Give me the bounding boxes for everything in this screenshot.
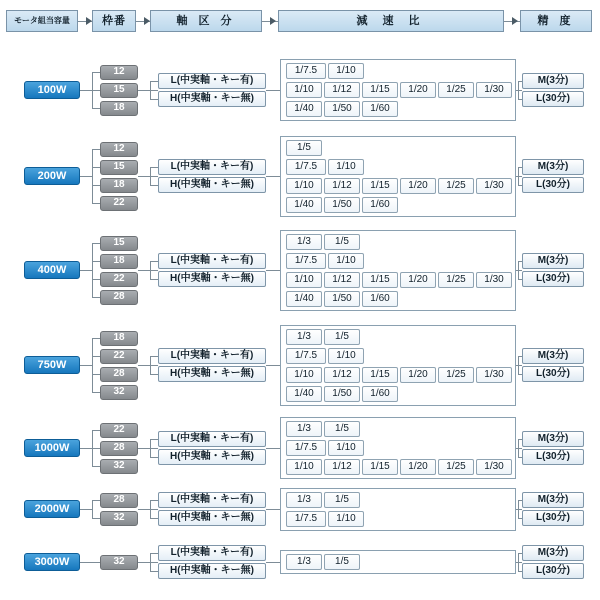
frame-shaft-connector (138, 448, 158, 449)
ratio-option[interactable]: 1/5 (324, 329, 360, 345)
ratio-option[interactable]: 1/7.5 (286, 253, 326, 269)
ratio-option[interactable]: 1/30 (476, 178, 512, 194)
frame-number[interactable]: 28 (100, 493, 138, 508)
ratio-precision-connector (516, 509, 522, 510)
precision-L[interactable]: L(30分) (522, 177, 584, 193)
shaft-type[interactable]: H(中実軸・キー無) (158, 449, 266, 465)
ratio-precision-connector (516, 270, 522, 271)
frame-number[interactable]: 22 (100, 423, 138, 438)
capacity-frame-connector (80, 365, 92, 366)
precision-stub-line (518, 518, 522, 519)
frame-number[interactable]: 12 (100, 65, 138, 80)
frame-number[interactable]: 18 (100, 178, 138, 193)
ratio-option[interactable]: 1/40 (286, 386, 322, 402)
shaft-type[interactable]: H(中実軸・キー無) (158, 510, 266, 526)
precision-bus-line (518, 167, 519, 185)
frame-stub-line (92, 562, 100, 563)
frame-stub-line (92, 518, 100, 519)
shaft-type[interactable]: H(中実軸・キー無) (158, 177, 266, 193)
ratio-option[interactable]: 1/3 (286, 421, 322, 437)
precision-stub-line (518, 81, 522, 82)
ratio-option[interactable]: 1/3 (286, 492, 322, 508)
ratio-option[interactable]: 1/25 (438, 272, 474, 288)
precision-bus-line (518, 356, 519, 374)
shaft-stub-line (150, 571, 158, 572)
shaft-type[interactable]: H(中実軸・キー無) (158, 366, 266, 382)
capacity-frame-connector (80, 448, 92, 449)
frame-shaft-connector (138, 270, 158, 271)
ratio-option[interactable]: 1/12 (324, 367, 360, 383)
shaft-ratio-connector (266, 448, 280, 449)
ratio-option[interactable]: 1/10 (328, 348, 364, 364)
ratio-option[interactable]: 1/50 (324, 101, 360, 117)
ratio-option[interactable]: 1/10 (286, 459, 322, 475)
ratio-option[interactable]: 1/5 (324, 554, 360, 570)
precision-stub-line (518, 374, 522, 375)
frame-bus-line (92, 243, 93, 297)
shaft-type[interactable]: H(中実軸・キー無) (158, 563, 266, 579)
shaft-stub-line (150, 279, 158, 280)
frame-number[interactable]: 28 (100, 441, 138, 456)
ratio-option[interactable]: 1/50 (324, 386, 360, 402)
frame-number[interactable]: 18 (100, 254, 138, 269)
ratio-option[interactable]: 1/5 (324, 234, 360, 250)
precision-L[interactable]: L(30分) (522, 271, 584, 287)
capacity-frame-connector (80, 90, 92, 91)
precision-stub-line (518, 439, 522, 440)
frame-number[interactable]: 32 (100, 459, 138, 474)
ratio-option[interactable]: 1/10 (328, 253, 364, 269)
precision-bus-line (518, 439, 519, 457)
ratio-option[interactable]: 1/20 (400, 82, 436, 98)
ratio-option[interactable]: 1/3 (286, 234, 322, 250)
precision-L[interactable]: L(30分) (522, 449, 584, 465)
frame-stub-line (92, 185, 100, 186)
ratio-option[interactable]: 1/25 (438, 178, 474, 194)
shaft-type[interactable]: L(中実軸・キー有) (158, 73, 266, 89)
frame-number[interactable]: 15 (100, 160, 138, 175)
shaft-stub-line (150, 374, 158, 375)
ratio-option[interactable]: 1/15 (362, 459, 398, 475)
frame-stub-line (92, 167, 100, 168)
shaft-stub-line (150, 81, 158, 82)
frame-stub-line (92, 149, 100, 150)
header-2: 枠番 (92, 10, 136, 32)
capacity-2000W[interactable]: 2000W (24, 500, 80, 518)
ratio-option[interactable]: 1/30 (476, 82, 512, 98)
ratio-option[interactable]: 1/5 (286, 140, 322, 156)
ratio-option[interactable]: 1/10 (286, 272, 322, 288)
shaft-stub-line (150, 167, 158, 168)
ratio-option[interactable]: 1/7.5 (286, 348, 326, 364)
precision-bus-line (518, 500, 519, 518)
shaft-ratio-connector (266, 90, 280, 91)
ratio-option[interactable]: 1/20 (400, 178, 436, 194)
shaft-type[interactable]: L(中実軸・キー有) (158, 159, 266, 175)
frame-bus-line (92, 338, 93, 392)
ratio-option[interactable]: 1/3 (286, 554, 322, 570)
precision-M[interactable]: M(3分) (522, 545, 584, 561)
shaft-stub-line (150, 356, 158, 357)
frame-stub-line (92, 466, 100, 467)
precision-M[interactable]: M(3分) (522, 159, 584, 175)
precision-stub-line (518, 553, 522, 554)
frame-stub-line (92, 448, 100, 449)
ratio-option[interactable]: 1/7.5 (286, 159, 326, 175)
frame-stub-line (92, 356, 100, 357)
ratio-option[interactable]: 1/40 (286, 197, 322, 213)
shaft-ratio-connector (266, 270, 280, 271)
shaft-type[interactable]: L(中実軸・キー有) (158, 545, 266, 561)
header-1: モータ組当容量 (6, 10, 78, 32)
precision-stub-line (518, 500, 522, 501)
frame-shaft-connector (138, 562, 158, 563)
frame-stub-line (92, 338, 100, 339)
capacity-1000W[interactable]: 1000W (24, 439, 80, 457)
frame-stub-line (92, 203, 100, 204)
frame-number[interactable]: 22 (100, 349, 138, 364)
shaft-type[interactable]: L(中実軸・キー有) (158, 431, 266, 447)
shaft-ratio-connector (266, 365, 280, 366)
ratio-precision-connector (516, 365, 522, 366)
ratio-option[interactable]: 1/20 (400, 272, 436, 288)
shaft-ratio-connector (266, 509, 280, 510)
shaft-ratio-connector (266, 176, 280, 177)
ratio-option[interactable]: 1/40 (286, 101, 322, 117)
shaft-type[interactable]: L(中実軸・キー有) (158, 253, 266, 269)
ratio-option[interactable]: 1/10 (328, 440, 364, 456)
ratio-option[interactable]: 1/15 (362, 367, 398, 383)
precision-L[interactable]: L(30分) (522, 510, 584, 526)
ratio-option[interactable]: 1/40 (286, 291, 322, 307)
ratio-option[interactable]: 1/10 (286, 367, 322, 383)
precision-L[interactable]: L(30分) (522, 563, 584, 579)
ratio-precision-connector (516, 562, 522, 563)
capacity-100W[interactable]: 100W (24, 81, 80, 99)
frame-stub-line (92, 500, 100, 501)
ratio-precision-connector (516, 90, 522, 91)
shaft-type[interactable]: H(中実軸・キー無) (158, 271, 266, 287)
precision-M[interactable]: M(3分) (522, 253, 584, 269)
frame-number[interactable]: 28 (100, 367, 138, 382)
frame-stub-line (92, 279, 100, 280)
arrow-icon (144, 17, 150, 25)
capacity-frame-connector (80, 562, 92, 563)
shaft-stub-line (150, 457, 158, 458)
capacity-3000W[interactable]: 3000W (24, 553, 80, 571)
ratio-option[interactable]: 1/15 (362, 82, 398, 98)
shaft-stub-line (150, 518, 158, 519)
frame-number[interactable]: 28 (100, 290, 138, 305)
frame-stub-line (92, 72, 100, 73)
precision-L[interactable]: L(30分) (522, 91, 584, 107)
ratio-group (280, 325, 516, 406)
ratio-option[interactable]: 1/12 (324, 272, 360, 288)
header-5: 精 度 (520, 10, 592, 32)
frame-stub-line (92, 90, 100, 91)
shaft-type[interactable]: L(中実軸・キー有) (158, 348, 266, 364)
ratio-option[interactable]: 1/30 (476, 272, 512, 288)
shaft-type[interactable]: L(中実軸・キー有) (158, 492, 266, 508)
precision-stub-line (518, 99, 522, 100)
capacity-frame-connector (80, 509, 92, 510)
ratio-option[interactable]: 1/60 (362, 197, 398, 213)
ratio-option[interactable]: 1/50 (324, 197, 360, 213)
precision-stub-line (518, 185, 522, 186)
frame-number[interactable]: 32 (100, 511, 138, 526)
frame-stub-line (92, 297, 100, 298)
ratio-option[interactable]: 1/10 (286, 82, 322, 98)
header-4: 減 速 比 (278, 10, 504, 32)
precision-stub-line (518, 571, 522, 572)
frame-number[interactable]: 18 (100, 101, 138, 116)
frame-shaft-connector (138, 365, 158, 366)
frame-shaft-connector (138, 176, 158, 177)
shaft-ratio-connector (266, 562, 280, 563)
shaft-stub-line (150, 185, 158, 186)
ratio-option[interactable]: 1/5 (324, 492, 360, 508)
ratio-group (280, 59, 516, 121)
ratio-option[interactable]: 1/15 (362, 178, 398, 194)
frame-number[interactable]: 15 (100, 236, 138, 251)
arrow-icon (270, 17, 276, 25)
precision-stub-line (518, 261, 522, 262)
ratio-option[interactable]: 1/12 (324, 82, 360, 98)
ratio-option[interactable]: 1/12 (324, 459, 360, 475)
frame-stub-line (92, 243, 100, 244)
ratio-group (280, 550, 516, 574)
ratio-group (280, 230, 516, 311)
ratio-option[interactable]: 1/7.5 (286, 511, 326, 527)
frame-shaft-connector (138, 509, 158, 510)
frame-stub-line (92, 261, 100, 262)
header-3: 軸 区 分 (150, 10, 262, 32)
precision-bus-line (518, 261, 519, 279)
ratio-option[interactable]: 1/60 (362, 291, 398, 307)
ratio-option[interactable]: 1/7.5 (286, 63, 326, 79)
ratio-option[interactable]: 1/50 (324, 291, 360, 307)
frame-stub-line (92, 108, 100, 109)
capacity-400W[interactable]: 400W (24, 261, 80, 279)
ratio-option[interactable]: 1/10 (328, 511, 364, 527)
ratio-option[interactable]: 1/3 (286, 329, 322, 345)
precision-M[interactable]: M(3分) (522, 431, 584, 447)
ratio-option[interactable]: 1/25 (438, 82, 474, 98)
frame-bus-line (92, 149, 93, 203)
shaft-stub-line (150, 261, 158, 262)
ratio-option[interactable]: 1/25 (438, 459, 474, 475)
ratio-group (280, 136, 516, 217)
ratio-option[interactable]: 1/12 (324, 178, 360, 194)
ratio-option[interactable]: 1/20 (400, 367, 436, 383)
capacity-750W[interactable]: 750W (24, 356, 80, 374)
precision-stub-line (518, 356, 522, 357)
ratio-option[interactable]: 1/7.5 (286, 440, 326, 456)
arrow-icon (512, 17, 518, 25)
shaft-stub-line (150, 500, 158, 501)
ratio-option[interactable]: 1/5 (324, 421, 360, 437)
capacity-200W[interactable]: 200W (24, 167, 80, 185)
frame-bus-line (92, 500, 93, 518)
shaft-stub-line (150, 99, 158, 100)
ratio-option[interactable]: 1/20 (400, 459, 436, 475)
shaft-stub-line (150, 439, 158, 440)
precision-stub-line (518, 457, 522, 458)
precision-M[interactable]: M(3分) (522, 73, 584, 89)
ratio-option[interactable]: 1/60 (362, 101, 398, 117)
frame-stub-line (92, 392, 100, 393)
ratio-option[interactable]: 1/15 (362, 272, 398, 288)
frame-number[interactable]: 12 (100, 142, 138, 157)
arrow-icon (86, 17, 92, 25)
ratio-option[interactable]: 1/10 (286, 178, 322, 194)
ratio-option[interactable]: 1/60 (362, 386, 398, 402)
frame-number[interactable]: 18 (100, 331, 138, 346)
shaft-type[interactable]: H(中実軸・キー無) (158, 91, 266, 107)
frame-number[interactable]: 15 (100, 83, 138, 98)
frame-stub-line (92, 430, 100, 431)
ratio-precision-connector (516, 176, 522, 177)
frame-number[interactable]: 32 (100, 385, 138, 400)
ratio-option[interactable]: 1/30 (476, 459, 512, 475)
ratio-group (280, 488, 516, 531)
ratio-option[interactable]: 1/10 (328, 63, 364, 79)
capacity-frame-connector (80, 176, 92, 177)
ratio-option[interactable]: 1/10 (328, 159, 364, 175)
capacity-frame-connector (80, 270, 92, 271)
frame-stub-line (92, 374, 100, 375)
frame-number[interactable]: 22 (100, 272, 138, 287)
precision-M[interactable]: M(3分) (522, 492, 584, 508)
ratio-option[interactable]: 1/25 (438, 367, 474, 383)
precision-M[interactable]: M(3分) (522, 348, 584, 364)
precision-bus-line (518, 553, 519, 571)
ratio-group (280, 417, 516, 479)
precision-stub-line (518, 279, 522, 280)
ratio-precision-connector (516, 448, 522, 449)
frame-number[interactable]: 32 (100, 555, 138, 570)
frame-shaft-connector (138, 90, 158, 91)
ratio-option[interactable]: 1/30 (476, 367, 512, 383)
frame-number[interactable]: 22 (100, 196, 138, 211)
precision-bus-line (518, 81, 519, 99)
precision-L[interactable]: L(30分) (522, 366, 584, 382)
shaft-stub-line (150, 553, 158, 554)
precision-stub-line (518, 167, 522, 168)
